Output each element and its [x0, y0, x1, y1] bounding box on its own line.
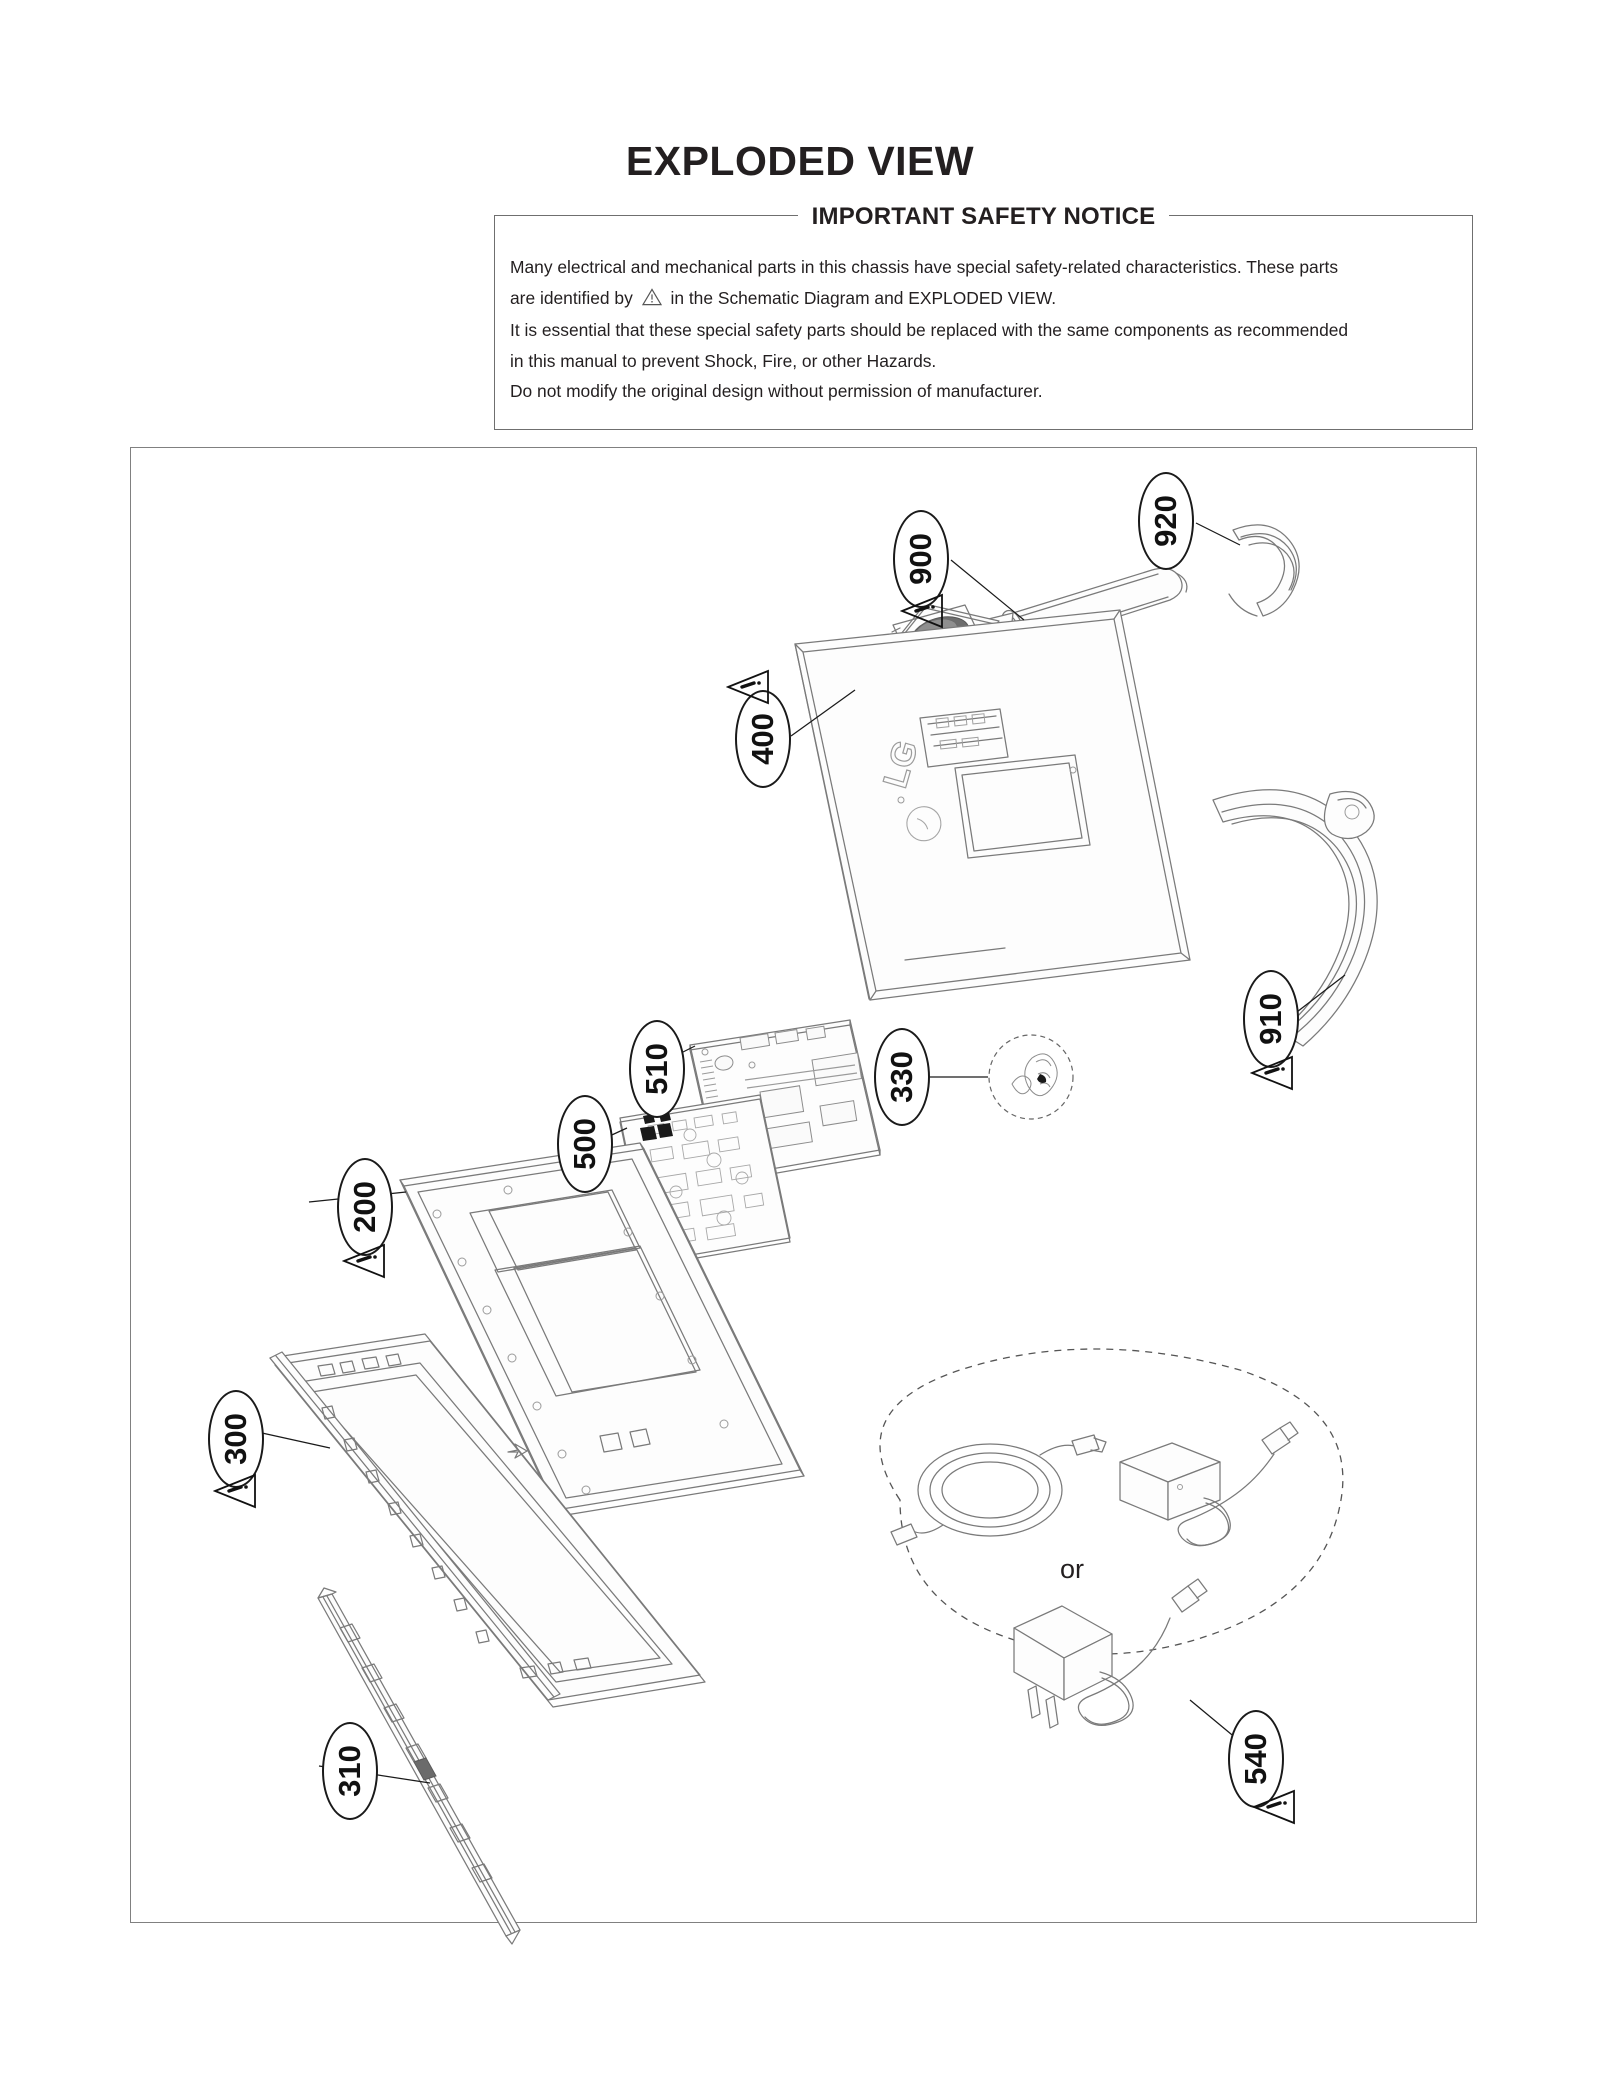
callout-400-number: 400: [745, 713, 780, 765]
callout-310[interactable]: [322, 1722, 378, 1820]
ac-adapter-brick: [1120, 1422, 1298, 1546]
callout-920-number: 920: [1148, 495, 1183, 547]
safety-warning-icon-900: [900, 592, 944, 630]
page-title: EXPLODED VIEW: [625, 138, 975, 184]
callout-300-number: 300: [218, 1413, 253, 1465]
safety-warning-icon-910: [1250, 1054, 1294, 1092]
callout-920[interactable]: [1138, 472, 1194, 570]
safety-warning-icon-300: [213, 1472, 257, 1510]
notice-line-4: in this manual to prevent Shock, Fire, or other Hazards.: [510, 350, 937, 371]
safety-notice-heading: IMPORTANT SAFETY NOTICE: [798, 203, 1170, 231]
notice-line-5: Do not modify the original design without permission of manufacturer.: [510, 381, 1043, 401]
callout-510[interactable]: [629, 1020, 685, 1118]
wall-adapter: [1014, 1579, 1207, 1728]
part-400-rear-cover: [795, 610, 1190, 1000]
safety-warning-icon-400: [726, 668, 770, 706]
callout-200-number: 200: [347, 1181, 382, 1233]
alternative-or-label: or: [1060, 1554, 1085, 1584]
part-920-clip: [1229, 525, 1299, 616]
notice-line-1: Many electrical and mechanical parts in this chassis have special safety-related characteristics. These parts: [510, 257, 1339, 277]
power-cord: [891, 1435, 1106, 1545]
part-330-detail: [989, 1035, 1073, 1119]
callout-310-number: 310: [332, 1745, 367, 1797]
safety-warning-icon-540: [1252, 1788, 1296, 1826]
callout-330[interactable]: [874, 1028, 930, 1126]
callout-500-number: 500: [567, 1118, 602, 1170]
notice-line-2a: are identified by: [510, 287, 633, 308]
callout-510-number: 510: [639, 1043, 674, 1095]
notice-line-3: It is essential that these special safety parts should be replaced with the same components as recommended: [510, 320, 1349, 340]
callout-900-number: 900: [903, 533, 938, 585]
callout-910-number: 910: [1253, 993, 1288, 1045]
safety-warning-icon-200: [342, 1242, 386, 1280]
callout-500[interactable]: [557, 1095, 613, 1193]
notice-line-2b: in the Schematic Diagram and EXPLODED VIEW.: [670, 287, 1057, 308]
callout-540-number: 540: [1238, 1733, 1273, 1785]
callout-330-number: 330: [884, 1051, 919, 1103]
part-540-accessories: [880, 1349, 1343, 1728]
svg-text:LG: LG: [876, 736, 926, 793]
